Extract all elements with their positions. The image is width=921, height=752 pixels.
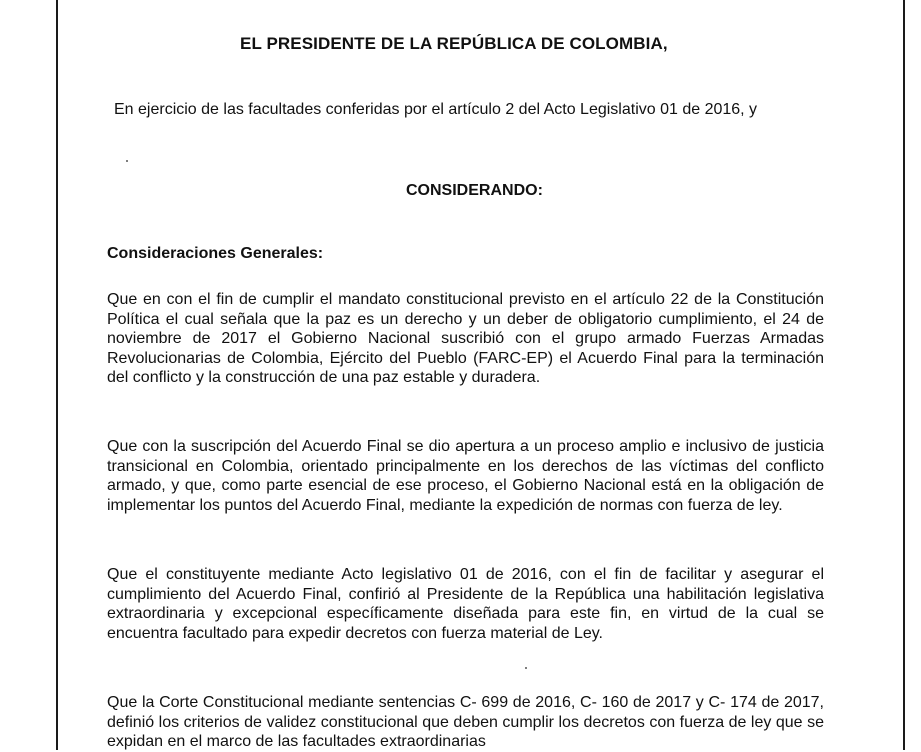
paragraph: Que el constituyente mediante Acto legislativo 01 de 2016, con el fin de facilitar y asegurar el cumplimiento del Acuerdo Final, confirió al Presidente de la República una habilitación legislativa extraordinaria y excepcional específicamente diseñada para este fin, en virtud de la cual se encuentra facultado para expedir decretos con fuerza material de Ley. (107, 566, 824, 642)
section-heading: Consideraciones Generales: (107, 245, 324, 262)
intro-text: En ejercicio de las facultades conferidas por el artículo 2 del Acto Legislativo 01 de 2016, y (114, 101, 758, 118)
considerando-heading: CONSIDERANDO: (406, 182, 543, 199)
page-border-right (903, 0, 905, 750)
document-title: EL PRESIDENTE DE LA REPÚBLICA DE COLOMBIA, (240, 34, 668, 53)
scan-speck (126, 160, 128, 162)
paragraph: Que con la suscripción del Acuerdo Final se dio apertura a un proceso amplio e inclusivo de justicia transicional en Colombia, orientado principalmente en los derechos de las víctimas del conflicto armado, y que, como parte esencial de ese proceso, el Gobierno Nacional está en la obligación de implementar los puntos del Acuerdo Final, mediante la expedición de normas con fuerza de ley. (107, 438, 824, 514)
paragraph: Que la Corte Constitucional mediante sentencias C- 699 de 2016, C- 160 de 2017 y C- 174 de 2017, definió los criterios de validez constitucional que deben cumplir los decretos con fuerza de ley que se expidan en el marco de las facultades extraordinarias (107, 694, 824, 750)
paragraph: Que en con el fin de cumplir el mandato constitucional previsto en el artículo 22 de la Constitución Política el cual señala que la paz es un derecho y un deber de obligatorio cumplimiento, el 24 de noviembre de 2017 el Gobierno Nacional suscribió con el grupo armado Fuerzas Armadas Revolucionarias de Colombia, Ejército del Pueblo (FARC-EP) el Acuerdo Final para la terminación del conflicto y la construcción de una paz estable y duradera. (107, 291, 824, 386)
page-border-left (56, 0, 58, 750)
scan-speck (525, 667, 527, 669)
